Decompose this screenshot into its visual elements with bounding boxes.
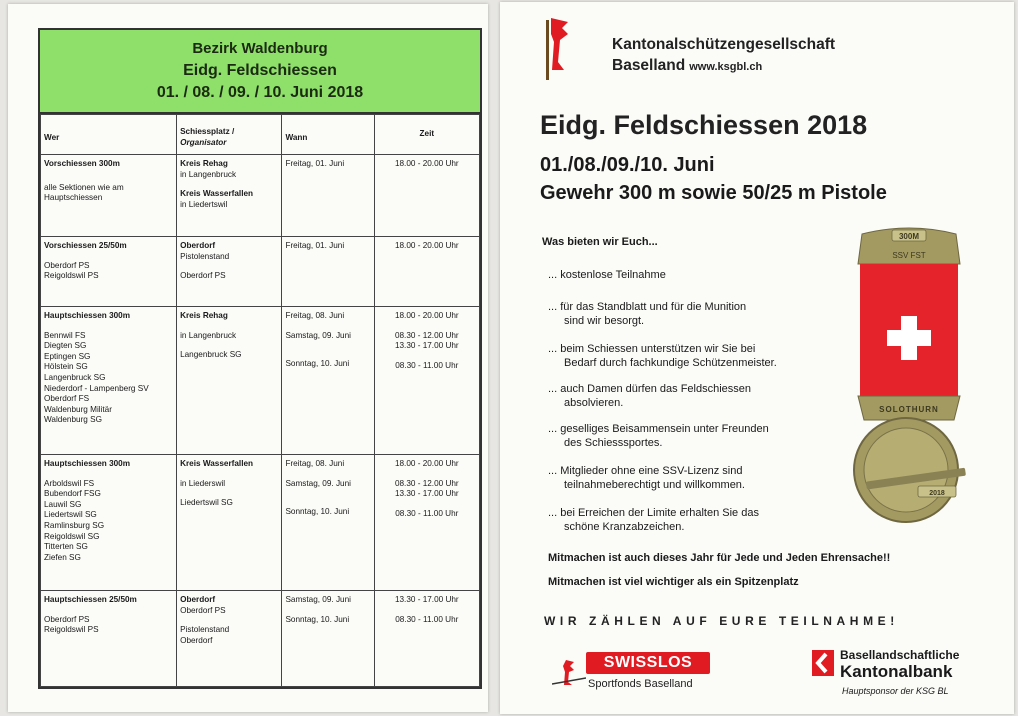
wann-cell: Samstag, 09. Juni Sonntag, 10. Juni	[282, 591, 374, 687]
bank-sponsor-note: Hauptsponsor der KSG BL	[842, 686, 949, 696]
event-title: Eidg. Feldschiessen	[183, 62, 337, 79]
ort-cell: Kreis Rehag in Langenbruck Kreis Wasserfallen in Liedertswil	[177, 155, 282, 237]
swisslos-stab-icon	[552, 658, 586, 688]
ort-cell: Kreis Wasserfallen in Liederswil Liedertswil SG	[177, 455, 282, 591]
org-url: www.ksgbl.ch	[689, 61, 763, 73]
schedule-header	[40, 30, 480, 114]
org-name: Kantonalschützengesellschaft	[612, 36, 836, 53]
col-ort: Schiessplatz / Organisator	[177, 115, 282, 155]
wann-cell: Freitag, 08. Juni Samstag, 09. Juni Sonntag, 10. Juni	[282, 307, 374, 455]
wer-cell: Hauptschiessen 300m Bennwil FS Diegten SG Eptingen SG Hölstein SG Langenbruck SG Niederdorf - Lampenberg SV Oberdorf FS Waldenburg Militär Waldenburg SG	[41, 307, 177, 455]
zeit-cell: 18.00 - 20.00 Uhr 08.30 - 12.00 Uhr 13.30 - 17.00 Uhr 08.30 - 11.00 Uhr	[374, 307, 479, 455]
baselstab-rifle-logo	[542, 14, 572, 84]
table-row	[41, 455, 480, 591]
wer-cell: Vorschiessen 25/50m Oberdorf PS Reigoldswil PS	[41, 237, 177, 307]
offer-heading: Was bieten wir Euch...	[542, 236, 658, 248]
table-row	[41, 591, 480, 687]
ort-cell: Oberdorf Oberdorf PS Pistolenstand Oberdorf	[177, 591, 282, 687]
offer-item: ... auch Damen dürfen das Feldschiessen absolvieren.	[548, 383, 752, 409]
medal-year-text: 2018	[929, 490, 945, 497]
table-row	[41, 237, 480, 307]
schedule-table	[38, 28, 482, 689]
swisslos-subtitle: Sportfonds Baselland	[588, 678, 693, 690]
ort-cell: Oberdorf Pistolenstand Oberdorf PS	[177, 237, 282, 307]
closing-line-1: Mitmachen ist auch dieses Jahr für Jede und Jeden Ehrensache!!	[548, 552, 891, 564]
slogan: WIR ZÄHLEN AUF EURE TEILNAHME!	[544, 614, 899, 628]
swisslos-logo: SWISSLOS	[586, 652, 710, 674]
wann-cell: Freitag, 08. Juni Samstag, 09. Juni Sonntag, 10. Juni	[282, 455, 374, 591]
event-dates: 01. / 08. / 09. / 10. Juni 2018	[156, 84, 364, 101]
col-zeit: Zeit	[374, 115, 479, 155]
table-header-row	[41, 115, 480, 155]
district-title: Bezirk Waldenburg	[192, 40, 328, 57]
kranzabzeichen-medal	[848, 224, 970, 524]
offer-item: ... beim Schiessen unterstützen wir Sie bei Bedarf durch fachkundige Schützenmeister.	[548, 343, 777, 369]
schedule-sheet	[8, 4, 488, 712]
zeit-cell: 18.00 - 20.00 Uhr	[374, 155, 479, 237]
col-wann: Wann	[282, 115, 374, 155]
weapon-categories: Gewehr 300 m sowie 50/25 m Pistole	[540, 182, 887, 204]
offer-item: ... Mitglieder ohne eine SSV-Lizenz sind teilnahmeberechtigt und willkommen.	[548, 465, 745, 491]
wann-cell: Freitag, 01. Juni	[282, 155, 374, 237]
offer-item: ... bei Erreichen der Limite erhalten Sie das schöne Kranzabzeichen.	[548, 507, 759, 533]
wer-cell: Hauptschiessen 25/50m Oberdorf PS Reigoldswil PS	[41, 591, 177, 687]
wer-cell: Vorschiessen 300m alle Sektionen wie am Hauptschiessen	[41, 155, 177, 237]
ort-cell: Kreis Rehag in Langenbruck Langenbruck SG	[177, 307, 282, 455]
closing-line-2: Mitmachen ist viel wichtiger als ein Spitzenplatz	[548, 576, 799, 588]
event-dates-line: 01./08./09./10. Juni	[540, 154, 715, 176]
medal-300m-text: 300M	[898, 232, 920, 241]
bank-name-line1: Basellandschaftliche	[840, 648, 960, 662]
zeit-cell: 18.00 - 20.00 Uhr 08.30 - 12.00 Uhr 13.30 - 17.00 Uhr 08.30 - 11.00 Uhr	[374, 455, 479, 591]
kantonalbank-logo-icon	[812, 650, 834, 676]
wer-cell: Hauptschiessen 300m Arboldswil FS Bubendorf FSG Lauwil SG Liedertswil SG Ramlinsburg SG Reigoldswil SG Titterten SG Ziefen SG	[41, 455, 177, 591]
offer-item: ... kostenlose Teilnahme	[548, 269, 666, 281]
wann-cell: Freitag, 01. Juni	[282, 237, 374, 307]
table-row	[41, 307, 480, 455]
medal-band-text: SOLOTHURN	[879, 405, 939, 414]
zeit-cell: 13.30 - 17.00 Uhr 08.30 - 11.00 Uhr	[374, 591, 479, 687]
col-wer: Wer	[41, 115, 177, 155]
schedule-grid	[40, 114, 480, 687]
medal-ssv-text: SSV FST	[892, 251, 926, 260]
offer-item: ... geselliges Beisammensein unter Freunden des Schiesssportes.	[548, 423, 769, 449]
table-row	[41, 155, 480, 237]
info-sheet	[500, 2, 1014, 714]
bank-name-line2: Kantonalbank	[840, 662, 953, 681]
offer-item: ... für das Standblatt und für die Munition sind wir besorgt.	[548, 301, 747, 327]
zeit-cell: 18.00 - 20.00 Uhr	[374, 237, 479, 307]
org-name-line2: Baselland www.ksgbl.ch	[612, 57, 763, 74]
page-title: Eidg. Feldschiessen 2018	[540, 110, 868, 140]
